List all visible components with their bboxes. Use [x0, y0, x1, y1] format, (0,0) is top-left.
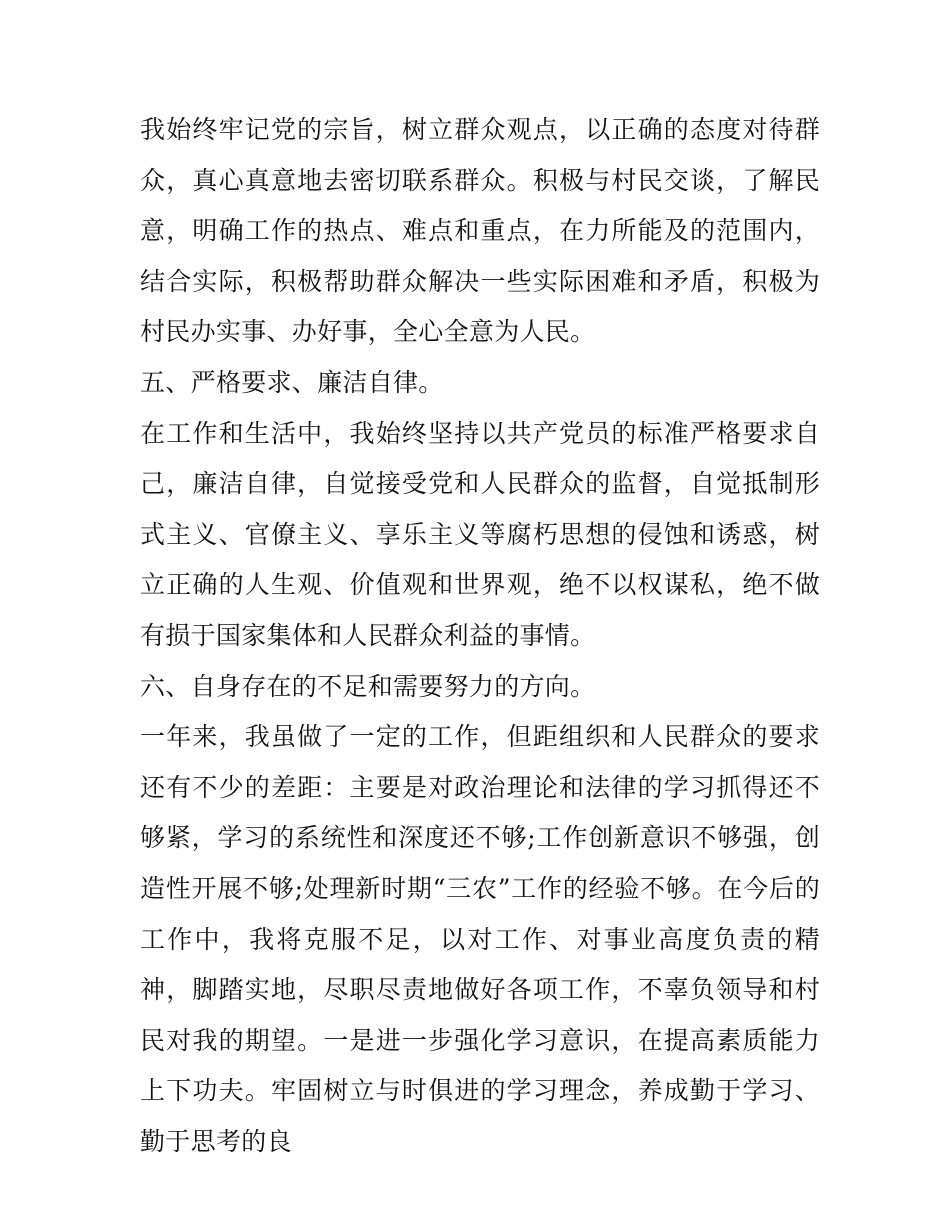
document-body — [140, 105, 820, 1167]
paragraph-party-purpose: 我始终牢记党的宗旨，树立群众观点，以正确的态度对待群众，真心真意地去密切联系群众。积极与村民交谈，了解民意，明确工作的热点、难点和重点，在力所能及的范围内，结合实际，积极帮助群众解决一些实际困难和矛盾，积极为村民办实事、办好事，全心全意为人民。 — [140, 115, 820, 347]
paragraph-shortcomings: 一年来，我虽做了一定的工作，但距组织和人民群众的要求还有不少的差距：主要是对政治理论和法律的学习抓得还不够紧，学习的系统性和深度还不够;工作创新意识不够强，创造性开展不够;处理新时期“三农”工作的经验不够。在今后的工作中，我将克服不足，以对工作、对事业高度负责的精神，脚踏实地，尽职尽责地做好各项工作，不辜负领导和村民对我的期望。一是进一步强化学习意识，在提高素质能力上下功夫。牢固树立与时俱进的学习理念，养成勤于学习、勤于思考的良 — [140, 722, 820, 1156]
section-heading-five: 五、严格要求、廉洁自律。 — [140, 367, 444, 397]
section-heading-six: 六、自身存在的不足和需要努力的方向。 — [140, 671, 596, 701]
paragraph-self-discipline: 在工作和生活中，我始终坚持以共产党员的标准严格要求自己，廉洁自律，自觉接受党和人民群众的监督，自觉抵制形式主义、官僚主义、享乐主义等腐朽思想的侵蚀和诱惑，树立正确的人生观、价值观和世界观，绝不以权谋私，绝不做有损于国家集体和人民群众利益的事情。 — [140, 418, 820, 650]
